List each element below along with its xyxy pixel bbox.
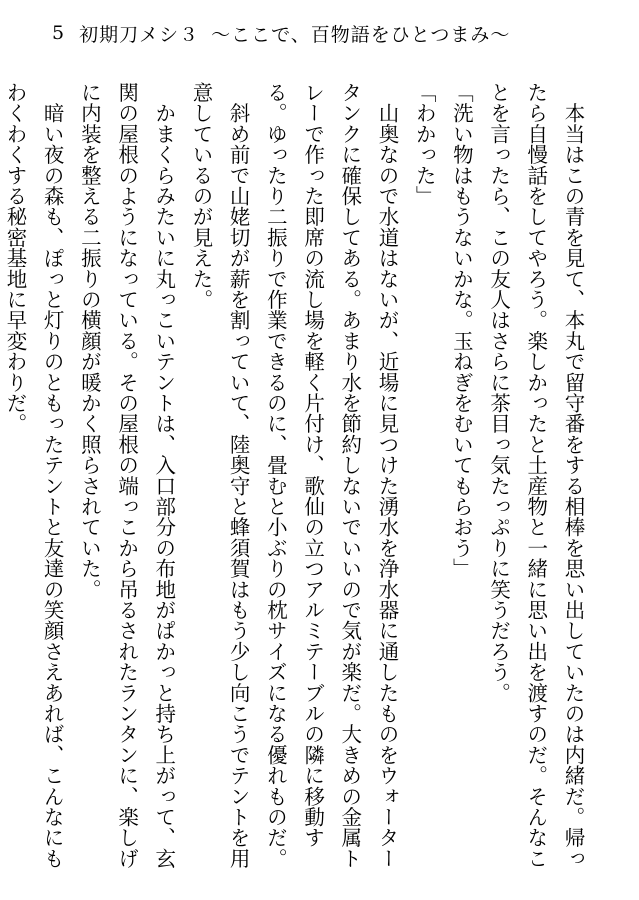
paragraph-3: 「わかった」 bbox=[412, 82, 437, 207]
page-number: 5 bbox=[52, 22, 66, 44]
vertical-body-text bbox=[2, 82, 591, 872]
running-header bbox=[52, 18, 510, 48]
paragraph-6: かまくらみたいに丸っこいテントは、入口部分の布地がぱかっと持ち上がって、玄関の屋根のようになっている。その屋根の端っこから吊るされたランタンに、楽しげに内装を整える二振りの横顔が暖かく照らされていた。 bbox=[77, 82, 176, 869]
paragraph-2: 「洗い物はもうないかな。玉ねぎをむいてもらおう」 bbox=[449, 82, 474, 579]
paragraph-7: 暗い夜の森も、ぽっと灯りのともったテントと友達の笑顔さえあれば、こんなにもわくわくする秘密基地に早変わりだ。 bbox=[2, 82, 65, 869]
paragraph-4: 山奥なので水道はないが、近場に見つけた湧水を浄水器に通したものをウォータータンクに確保してある。あまり水を節約しないでいいので気が楽だ。大きめの金属トレーで作った即席の流し場を軽く片付け、歌仙の立つアルミテーブルの隣に移動する。ゆったり二振りで作業できるのに、畳むと小ぶりの枕サイズになる優れものだ。 bbox=[263, 82, 399, 869]
chapter-title: 〜ここで、百物語をひとつまみ〜 bbox=[211, 23, 511, 46]
book-title: 初期刀メシ３ bbox=[79, 23, 200, 46]
paragraph-5: 斜め前で山姥切が薪を割っていて、陸奥守と蜂須賀はもう少し向こうでテントを用意しているのが見えた。 bbox=[188, 82, 251, 869]
paragraph-1: 本当はこの青を見て、本丸で留守番をする相棒を思い出していたのは内緒だ。帰ったら自慢話をしてやろう。楽しかったと土産物と一緒に思い出を渡すのだ。そんなことを言ったら、この友人はさらに茶目っ気たっぷりに笑うだろう。 bbox=[486, 82, 585, 869]
